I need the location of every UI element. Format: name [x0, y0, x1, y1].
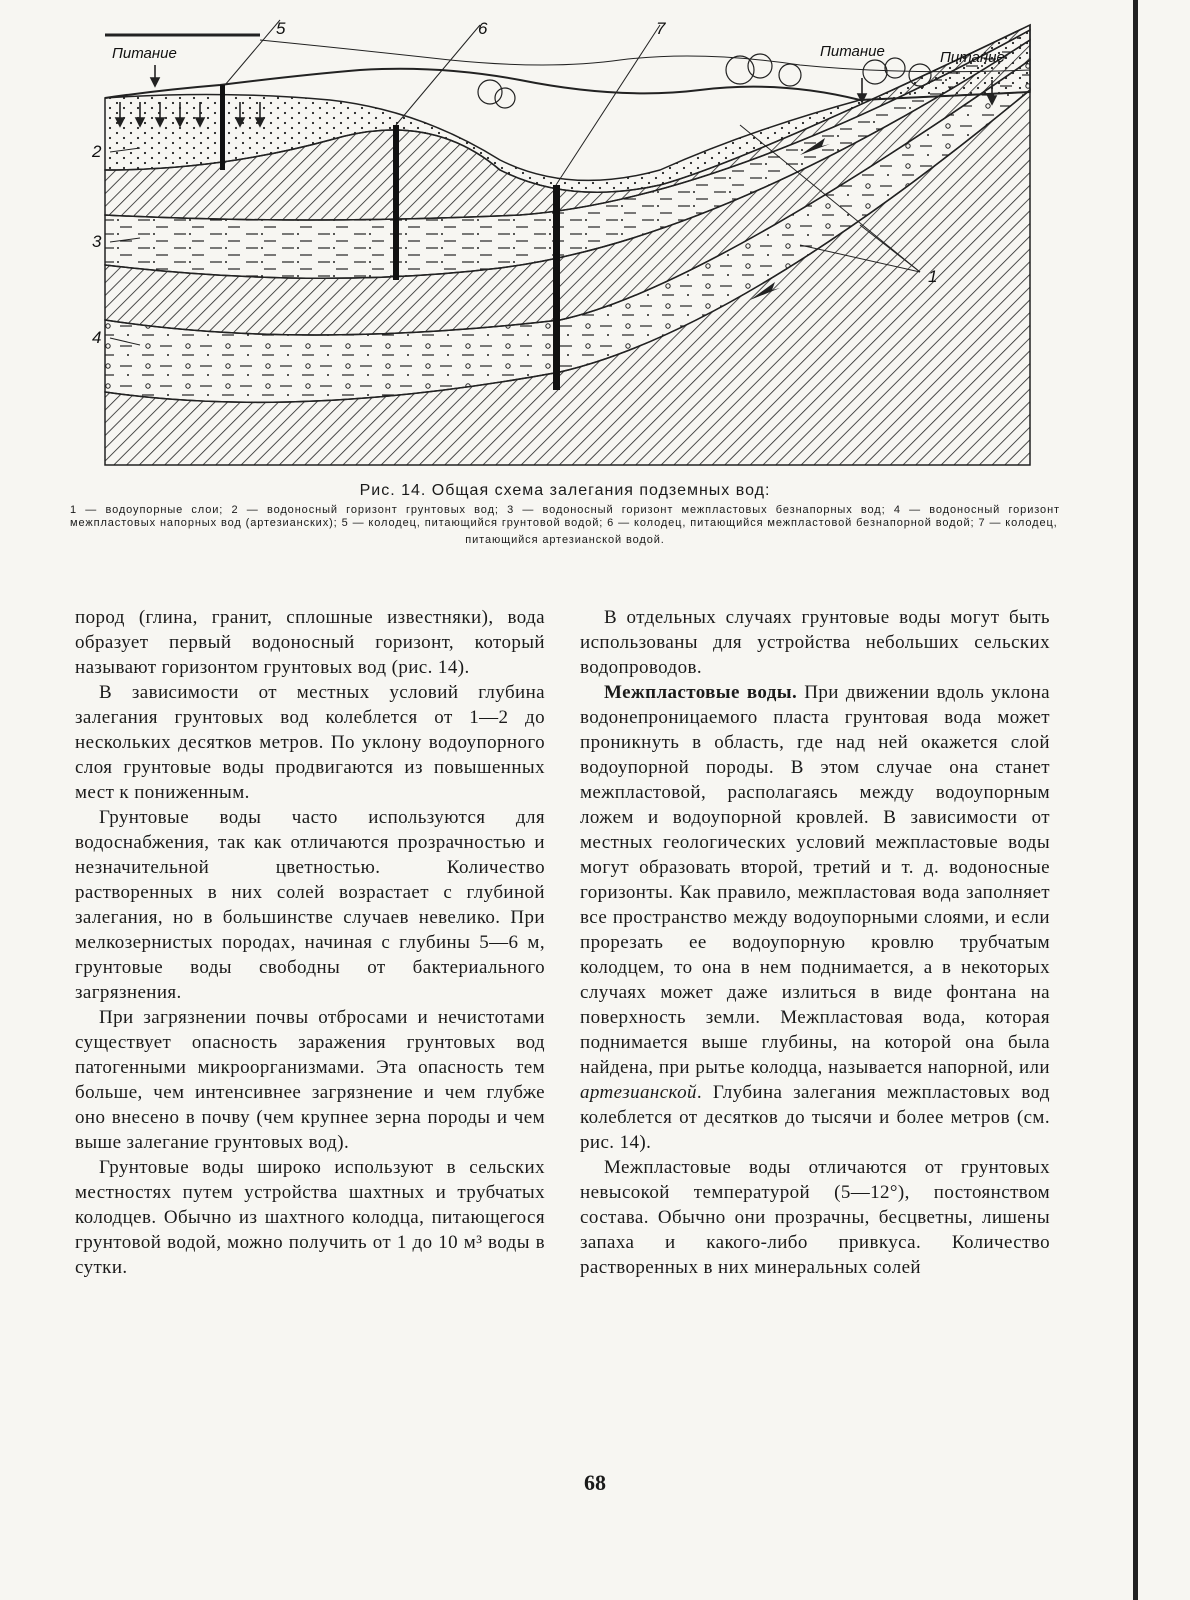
well-7	[553, 185, 560, 390]
paragraph: Грунтовые воды часто используются для водоснабжения, так как отличаются прозрачностью и незначительной цветностью. Количество растворенных в них солей возрастает с глубиной залегания, но в большинстве случаев невелико. При мелкозернистых породах, начиная с глубины 5—6 м, грунтовые воды свободны от бактериального загрязнения.	[75, 807, 545, 1003]
paragraph: В зависимости от местных условий глубина залегания грунтовых вод колеблется от 1—2 до нескольких десятков метров. По уклону водоупорного слоя грунтовые воды продвигаются из повышенных мест к пониженным.	[75, 682, 545, 803]
right-column	[580, 605, 1050, 1280]
figure-caption	[70, 482, 1060, 547]
paragraph: Межпластовые воды отличаются от грунтовых невысокой температурой (5—12°), постоянством состава. Обычно они прозрачны, бесцветны, лишены запаха и какого-либо привкуса. Количество растворенных в них минеральных солей	[580, 1157, 1050, 1278]
page-number: 68	[584, 1470, 606, 1495]
paragraph-text: При движении вдоль уклона водонепроницаемого пласта грунтовая вода может проникнуть в область, где над ней окажется слой водоупорной породы. В этом случае она станет межпластовой, располагаясь между водоупорным ложем и водоупорной кровлей. В зависимости от местных геологических условий межпластовые воды могут образовать второй, третий и т. д. водоносные горизонты. Как правило, межпластовая вода заполняет все пространство между водоупорными слоями, и если прорезать ее водоупорную кровлю трубчатым колодцем, то она в нем поднимается, а в некоторых случаях может даже излиться в виде фонтана на поверхность земли. Межпластовая вода, которая поднимается выше глубины, на которой она была найдена, при рытье колодца, называется напорной, или	[580, 682, 1050, 1078]
label-layer-2: 2	[92, 142, 102, 161]
caption-legend: 1 — водоупорные слои; 2 — водоносный горизонт грунтовых вод; 3 — водоносный горизонт межпластовых безнапорных вод; 4 — водоносный горизонт межпластовых напорных вод (артезианских); 5 — колодец, питающийся грунтовой водой; 6 — колодец, питающийся межпластовой безнапорной водой; 7 — колодец,	[70, 504, 1060, 529]
paragraph: Грунтовые воды широко используют в сельских местностях путем устройства шахтных и трубчатых колодцев. Обычно из шахтного колодца, питающегося грунтовой водой, можно получить от 1 до 10 м³ воды в сутки.	[75, 1157, 545, 1278]
paragraph-interstratal	[580, 680, 1050, 1155]
caption-title: Рис. 14. Общая схема залегания подземных вод:	[359, 482, 771, 499]
label-feed-right: Питание	[940, 49, 1005, 66]
page-edge-shadow	[1133, 0, 1138, 1600]
italic-term: артезианской	[580, 1082, 697, 1103]
paragraph-tail: . Глубина залегания межпластовых вод колеблется от десятков до тысячи и более метров (см. рис. 14).	[580, 1082, 1050, 1153]
label-feed-mid: Питание	[820, 43, 885, 60]
caption-legend-last: питающийся артезианской водой.	[465, 534, 665, 546]
paragraph: пород (глина, гранит, сплошные известняки), вода образует первый водоносный горизонт, который называют горизонтом грунтовых вод (рис. 14).	[75, 607, 545, 678]
section-heading: Межпластовые воды.	[604, 682, 798, 703]
left-column	[75, 605, 545, 1280]
paragraph: При загрязнении почвы отбросами и нечистотами существует опасность заражения грунтовых вод патогенными микроорганизмами. Эта опасность тем больше, чем интенсивнее загрязнение и чем глубже оно внесено в почву (чем крупнее зерна породы и чем выше залегание грунтовых вод).	[75, 1007, 545, 1153]
label-well-7: 7	[656, 19, 666, 38]
label-layer-3: 3	[92, 232, 102, 251]
label-well-5: 5	[276, 19, 286, 38]
label-feed-left: Питание	[112, 45, 177, 62]
label-layer-1: 1	[928, 267, 938, 286]
paragraph: В отдельных случаях грунтовые воды могут быть использованы для устройства небольших сельских водопроводов.	[580, 607, 1050, 678]
groundwater-diagram	[92, 19, 1040, 465]
label-well-6: 6	[478, 19, 488, 38]
label-layer-4: 4	[92, 328, 102, 347]
well-5	[220, 85, 225, 170]
well-6	[393, 125, 399, 280]
